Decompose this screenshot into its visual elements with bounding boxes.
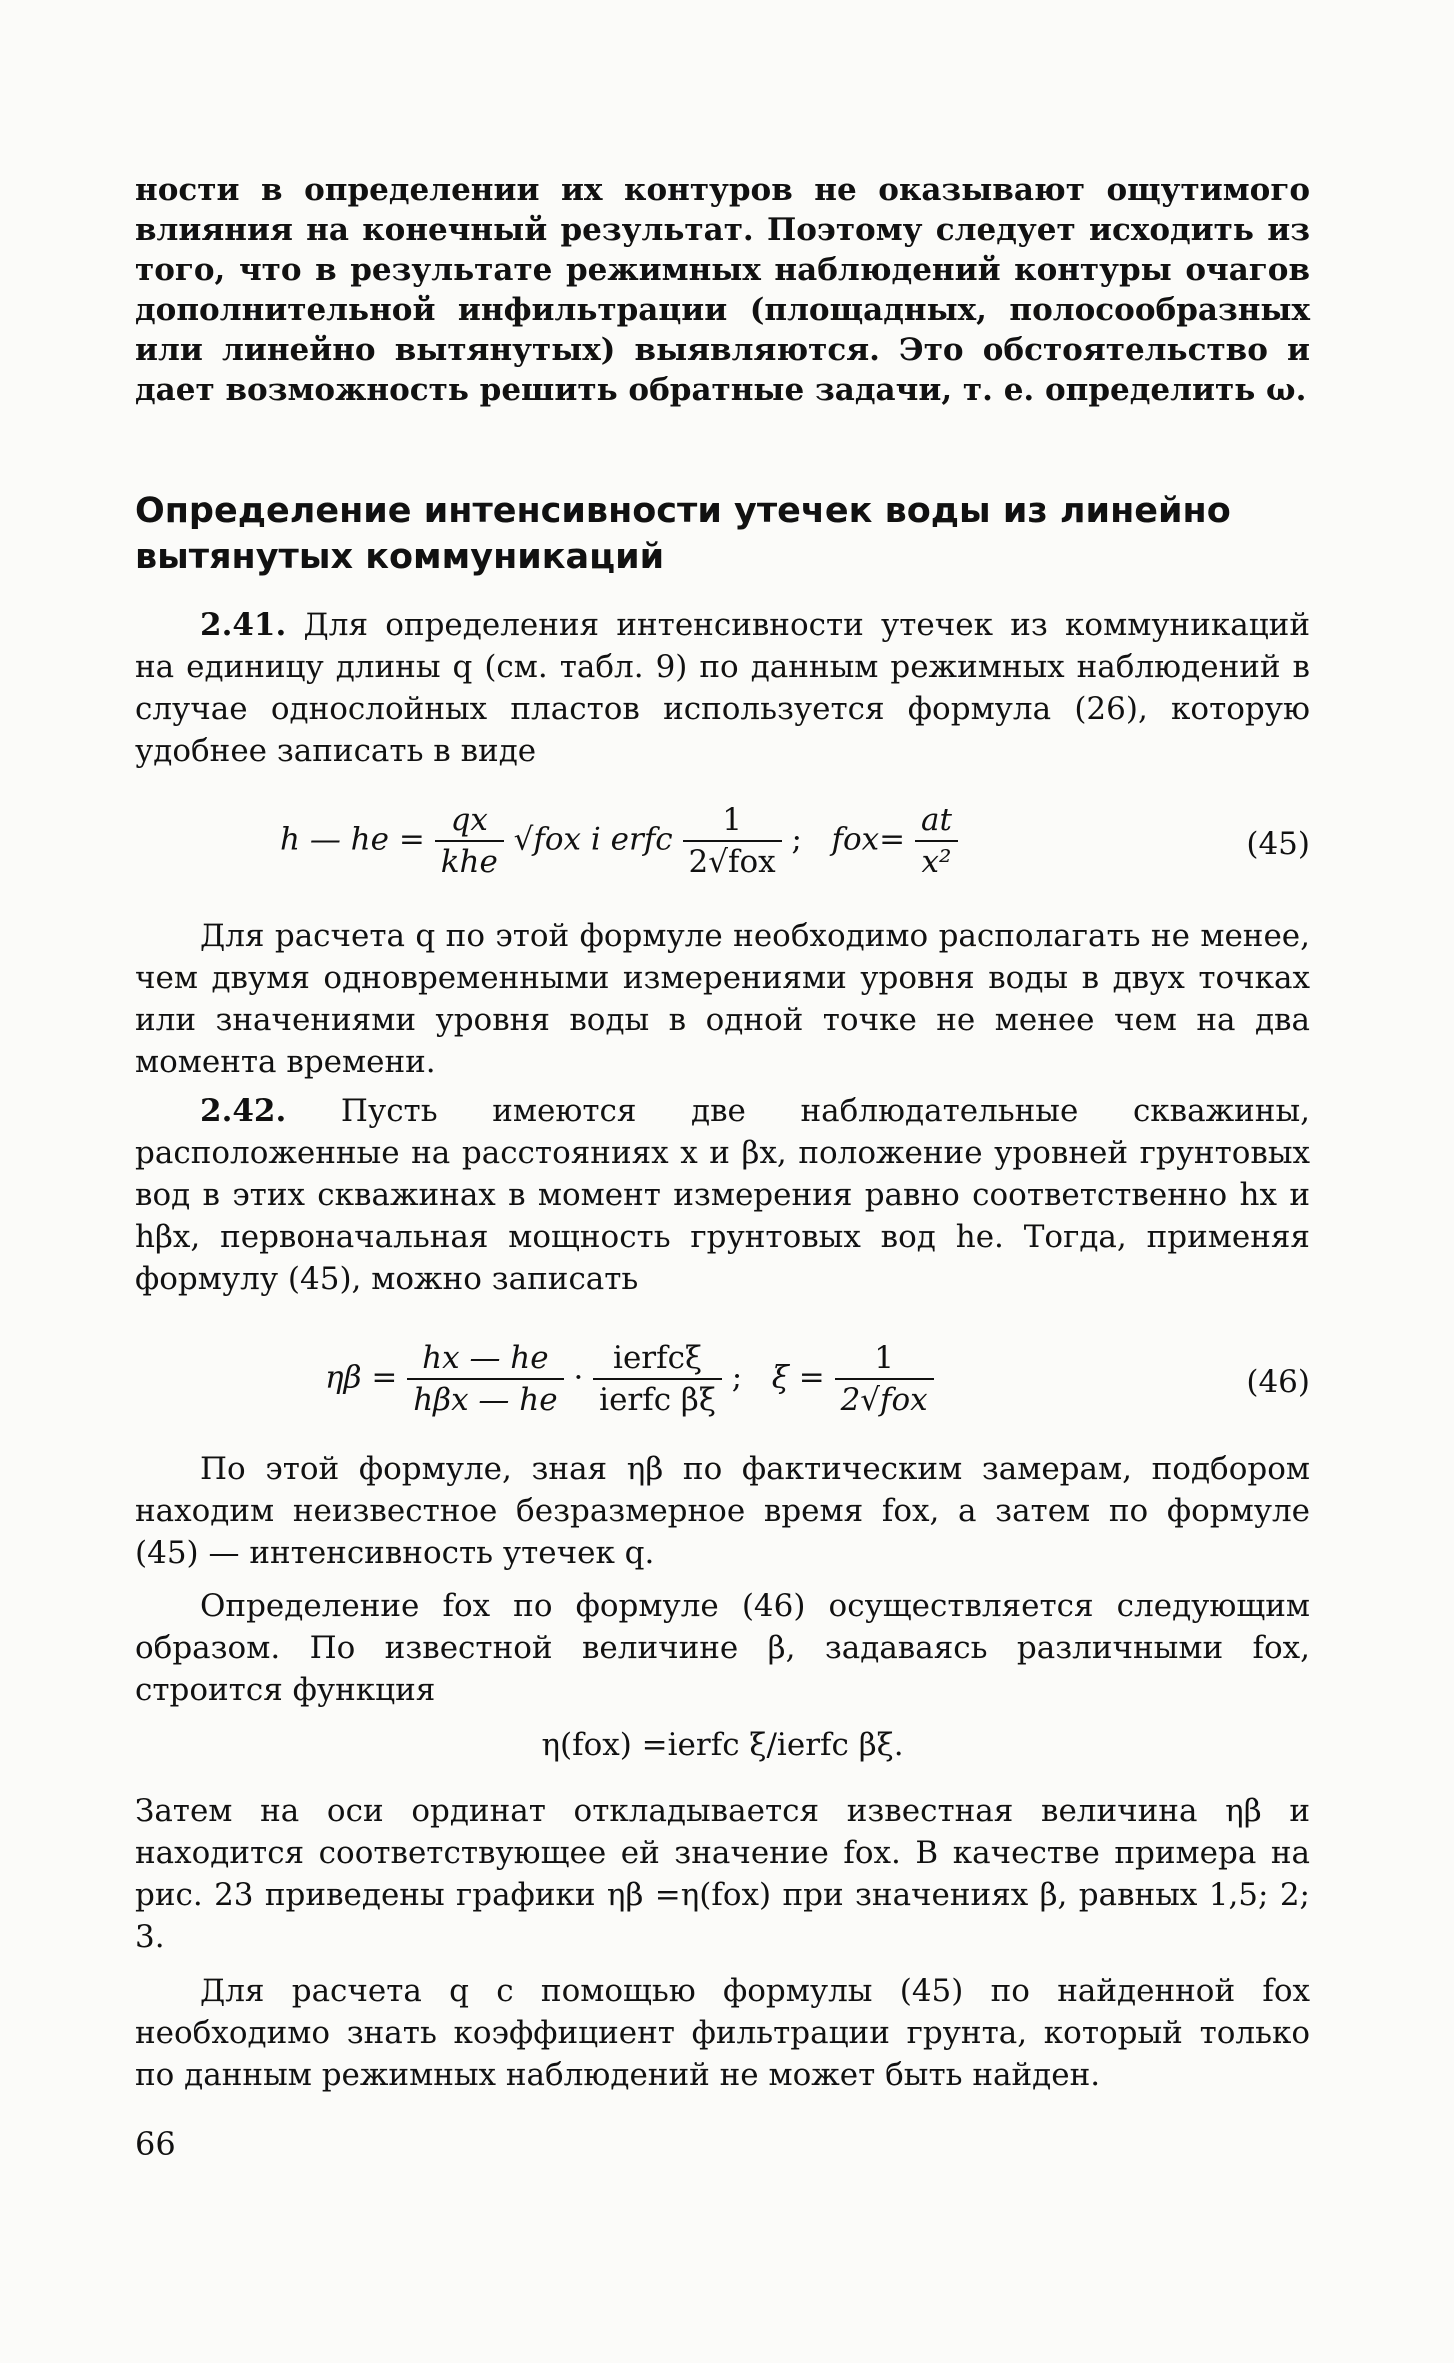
eq45-lhs: h — he = (280, 821, 425, 858)
equation-eta: η(fox) =ierfc ξ/ierfc βξ. (541, 1727, 904, 1763)
eq45-fraction-3 (915, 800, 958, 882)
paragraph-number: 2.42. (200, 1093, 287, 1129)
eq46-numerator-2: ierfcξ (593, 1338, 722, 1380)
eq46-separator: ; (731, 1359, 743, 1396)
paragraph-calc: Для расчета q по этой формуле необходимо располагать не менее, чем двумя одновременными измерениями уровня воды в двух точках или значениями уровня воды в одной точке не менее чем на два момента времени. (135, 918, 1310, 1080)
eq45-separator: ; (791, 821, 802, 858)
page-number: 66 (135, 2125, 176, 2163)
equation-46 (135, 1338, 1310, 1430)
paragraph-then: Затем на оси ординат откладывается известная величина ηβ и находится соответствующее ей значение fox. В качестве примера на рис. 23 приведены графики ηβ =η(fox) при значениях β, равных 1,5; 2; 3. (135, 1793, 1310, 1955)
paragraph-text: Пусть имеются две наблюдательные скважины, расположенные на расстояниях x и βx, положение уровней грунтовых вод в этих скважинах в момент измерения равно соответственно hx и hβx, первоначальная мощность грунтовых вод he. Тогда, применяя формулу (45), можно записать (135, 1093, 1310, 1297)
eq46-fraction-2 (593, 1338, 722, 1420)
eq46-lhs: ηβ = (325, 1359, 398, 1396)
eq46-fraction-3 (835, 1338, 934, 1420)
eq46-fraction-1 (407, 1338, 563, 1420)
eq45-fraction-2 (683, 800, 782, 882)
paragraph-intro: ности в определении их контуров не оказывают ощутимого влияния на конечный результат. Поэтому следует исходить из того, что в результате режимных наблюдений контуры очагов дополнительной инфильтрации (площадных, полосообразных или линейно вытянутых) выявляются. Это обстоятельство и дает возможность решить обратные задачи, т. е. определить ω. (135, 172, 1310, 408)
eq45-fraction-1 (435, 800, 504, 882)
eq46-denominator-2: ierfc βξ (599, 1382, 716, 1418)
paragraph-2-41 (135, 604, 1310, 772)
paragraph-number: 2.41. (200, 607, 287, 643)
eq45-f-label: fox= (831, 821, 906, 858)
paragraph-final: Для расчета q с помощью формулы (45) по найденной fox необходимо знать коэффициент фильтрации грунта, который только по данным режимных наблюдений не может быть найден. (135, 1973, 1310, 2093)
eq45-denominator-1: khe (440, 844, 498, 880)
eq46-numerator-3: 1 (835, 1338, 934, 1380)
paragraph-2-42 (135, 1090, 1310, 1300)
eq45-middle: √fox i erfc (513, 821, 673, 858)
equation-number-46: (46) (1246, 1364, 1310, 1400)
equation-number-45: (45) (1246, 826, 1310, 862)
eq45-denominator-2: 2√fox (688, 844, 776, 880)
section-heading: Определение интенсивности утечек воды из линейно вытянутых коммуникаций (135, 491, 1231, 577)
equation-45 (135, 800, 1310, 892)
paragraph-formula-usage: По этой формуле, зная ηβ по фактическим замерам, подбором находим неизвестное безразмерное время fox, а затем по формуле (45) — интенсивность утечек q. (135, 1451, 1310, 1571)
paragraph-text: Для определения интенсивности утечек из коммуникаций на единицу длины q (см. табл. 9) по данным режимных наблюдений в случае однослойных пластов используется формула (26), которую удобнее записать в виде (135, 607, 1310, 769)
eq45-numerator-3: at (915, 800, 958, 842)
eq46-numerator-1: hx — he (407, 1338, 563, 1380)
eq46-xi-label: ξ = (771, 1359, 825, 1396)
eq45-numerator-2: 1 (683, 800, 782, 842)
eq45-numerator-1: qx (435, 800, 504, 842)
eq46-dot: · (573, 1359, 584, 1396)
eq46-denominator-3: 2√fox (840, 1382, 928, 1418)
eq45-denominator-3: x² (921, 844, 952, 880)
eq46-denominator-1: hβx — he (413, 1382, 558, 1418)
paragraph-definition: Определение fox по формуле (46) осуществляется следующим образом. По известной величине β, задаваясь различными fox, строится функция (135, 1588, 1310, 1708)
